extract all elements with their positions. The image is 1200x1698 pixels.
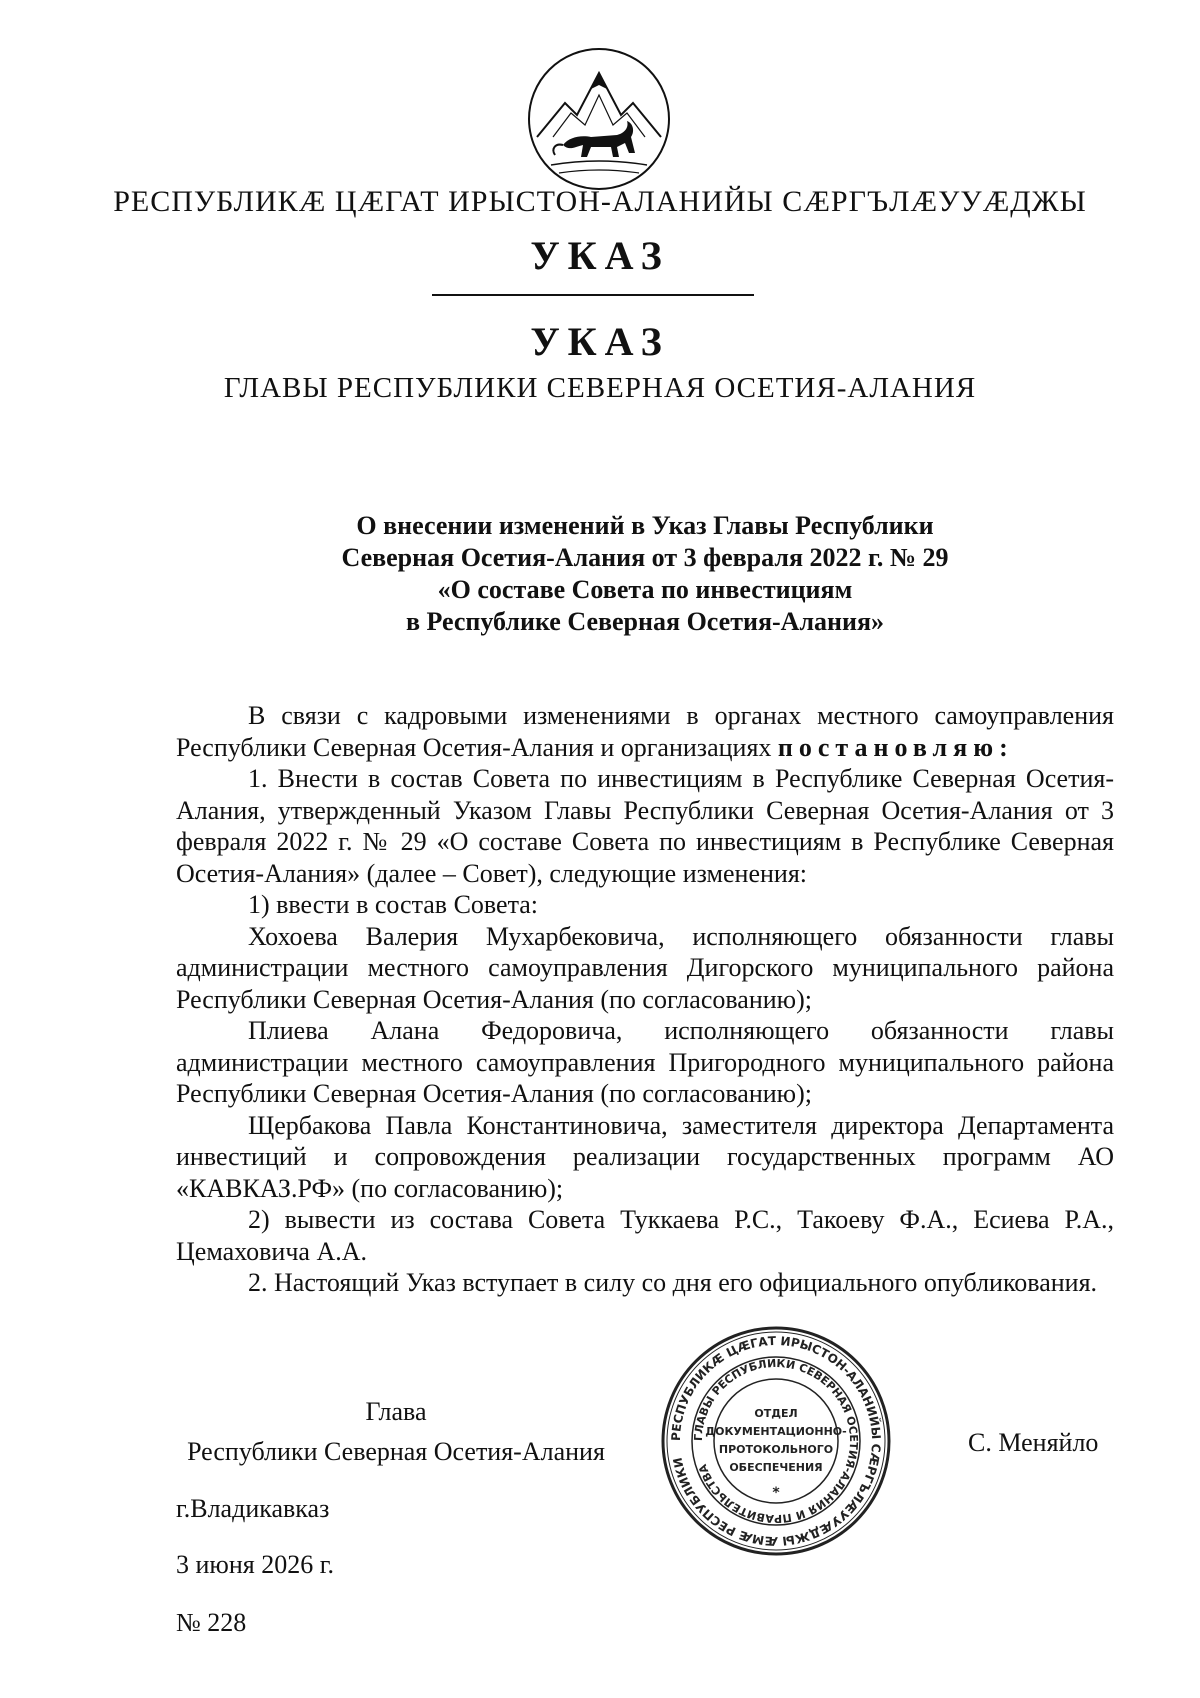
signatory-title-line: Республики Северная Осетия-Алания xyxy=(187,1437,605,1466)
body-paragraph: 1. Внести в состав Совета по инвестициям в Республике Северная Осетия-Алания, утвержденный Указом Главы Республики Северная Осетия-Алания от 3 февраля 2022 г. № 29 «О составе Совета по инвестициям в Республике Северная Осетия-Алания» (далее – Совет), следующие изменения: xyxy=(176,764,1114,888)
body-paragraph: 2. Настоящий Указ вступает в силу со дня его официального опубликования. xyxy=(248,1268,1098,1297)
ossetic-header-title: РЕСПУБЛИКÆ ЦÆГАТ ИРЫСТОН-АЛАНИЙЫ СÆРГЪЛÆУУÆДЖЫ xyxy=(113,185,1087,218)
subject-line: Северная Осетия-Алания от 3 февраля 2022 г. № 29 xyxy=(341,543,949,572)
official-seal xyxy=(660,1325,892,1557)
seal-center-line: ПРОТОКОЛЬНОГО xyxy=(718,1443,834,1456)
body-paragraph: Плиева Алана Федоровича, исполняющего обязанности главы администрации местного самоуправления Пригородного муниципального района Республики Северная Осетия-Алания (по согласованию); xyxy=(176,1016,1114,1108)
issue-place: г.Владикавказ xyxy=(176,1494,330,1523)
seal-outer-ring-text: РЕСПУБЛИКÆ ЦÆГАТ ИРЫСТОН-АЛАНИЙЫ СÆРГЪЛÆУУÆДЖЫ ÆМÆ РЕСПУБЛИКИ xyxy=(668,1333,884,1549)
seal-center-line: ОБЕСПЕЧЕНИЯ xyxy=(729,1461,823,1474)
seal-center-line: ДОКУМЕНТАЦИОННО- xyxy=(705,1425,847,1438)
seal-inner-ring-text: ГЛАВЫ РЕСПУБЛИКИ СЕВЕРНАЯ ОСЕТИЯ-АЛАНИЯ И ПРАВИТЕЛЬСТВА xyxy=(691,1356,861,1526)
issue-date: 3 июня 2026 г. xyxy=(176,1550,334,1579)
seal-center-line: ОТДЕЛ xyxy=(754,1407,798,1420)
coat-of-arms-emblem xyxy=(525,45,673,193)
decree-title-ossetic: УКАЗ xyxy=(530,233,670,278)
signatory-name: С. Меняйло xyxy=(968,1428,1099,1457)
subject-line: в Республике Северная Осетия-Алания» xyxy=(405,607,885,636)
header-divider xyxy=(432,294,754,296)
preamble-text: В связи с кадровыми изменениями в органах местного самоуправления Республики Северная Осетия-Алания и организациях xyxy=(176,701,1114,762)
body-paragraph: 1) ввести в состав Совета: xyxy=(248,890,539,919)
subject-line: О внесении изменений в Указ Главы Республики xyxy=(356,511,934,540)
decree-subject xyxy=(300,510,990,638)
decree-title-russian: УКАЗ xyxy=(530,319,670,364)
body-paragraph: 2) вывести из состава Совета Туккаева Р.С., Такоеву Ф.А., Есиева Р.А., Цемаховича А.А. xyxy=(176,1205,1114,1266)
signatory-title-line: Глава xyxy=(365,1397,427,1426)
body-paragraph: Хохоева Валерия Мухарбековича, исполняющего обязанности главы администрации местного самоуправления Дигорского муниципального района Республики Северная Осетия-Алания (по согласованию); xyxy=(176,921,1114,1014)
decree-word: постановляю: xyxy=(777,732,1014,762)
body-paragraph: Щербакова Павла Константиновича, заместителя директора Департамента инвестиций и сопровождения реализации государственных программ АО «КАВКАЗ.РФ» (по согласованию); xyxy=(176,1110,1114,1203)
decree-body xyxy=(176,700,1114,1299)
signatory-title xyxy=(176,1392,616,1472)
seal-star-icon: * xyxy=(772,1485,780,1501)
decree-number: № 228 xyxy=(176,1608,247,1637)
subject-line: «О составе Совета по инвестициям xyxy=(437,575,853,604)
body-paragraph xyxy=(176,700,1114,763)
issuer-title: ГЛАВЫ РЕСПУБЛИКИ СЕВЕРНАЯ ОСЕТИЯ-АЛАНИЯ xyxy=(223,372,977,404)
